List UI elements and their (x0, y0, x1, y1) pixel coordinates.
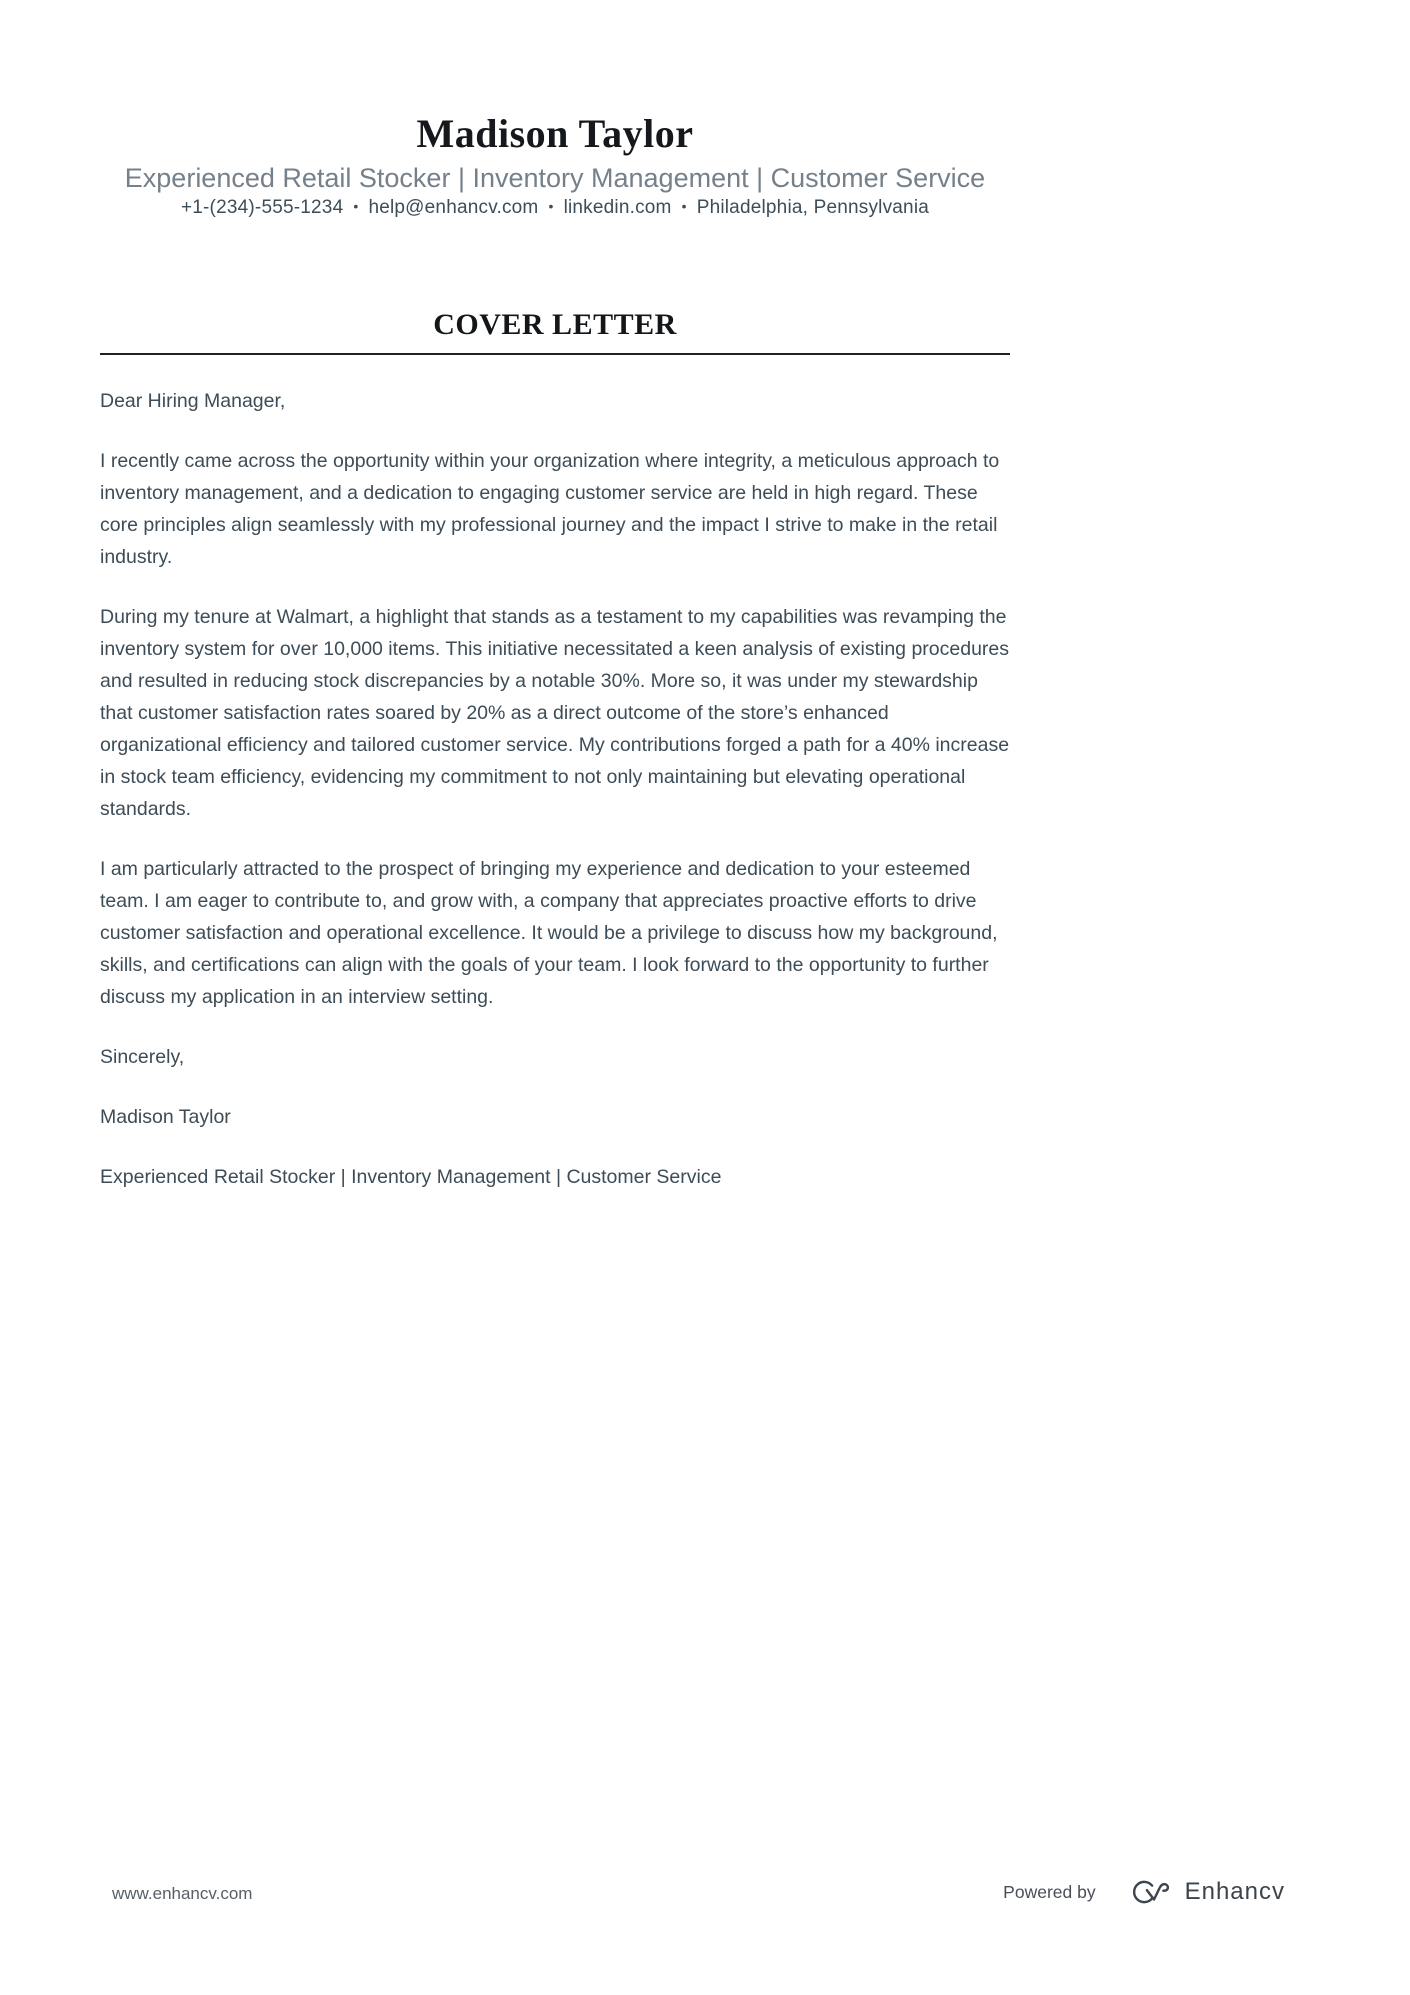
signature-title: Experienced Retail Stocker | Inventory Management | Customer Service (100, 1166, 722, 1188)
bullet-separator-icon: • (681, 198, 687, 214)
location-text: Philadelphia, Pennsylvania (696, 197, 930, 218)
salutation: Dear Hiring Manager, (100, 390, 286, 412)
paragraph: I recently came across the opportunity within your organization where integrity, a meticulous approach to inventory management, and a dedication to engaging customer service are held in high regard. These core principles align seamlessly with my professional journey and the impact I strive to make in the retail industry. (100, 450, 1000, 568)
paragraph: During my tenure at Walmart, a highlight that stands as a testament to my capabilities was revamping the inventory system for over 10,000 items. This initiative necessitated a keen analysis of existing procedures and resulted in reducing stock discrepancies by a notable 30%. More so, it was under my stewardship that customer satisfaction rates soared by 20% as a direct outcome of the store’s enhanced organizational efficiency and tailored customer service. My contributions forged a path for a 40% increase in stock team efficiency, evidencing my commitment to not only maintaining but elevating operational standards. (100, 606, 1010, 820)
paragraph: I am particularly attracted to the prospect of bringing my experience and dedication to your esteemed team. I am eager to contribute to, and grow with, a company that appreciates proactive efforts to drive customer satisfaction and operational excellence. It would be a privilege to discuss how my background, skills, and certifications can align with the goals of your team. I look forward to the opportunity to further discuss my application in an interview setting. (100, 858, 998, 1008)
document-header (100, 0, 1010, 220)
enhancv-logo-icon (1124, 1880, 1172, 1904)
footer-website-link[interactable]: www.enhancv.com (112, 1884, 253, 1903)
page-title: Madison Taylor (416, 111, 694, 156)
powered-by-label: Powered by (1003, 1881, 1096, 1902)
email-link[interactable]: help@enhancv.com (368, 197, 539, 218)
letter-body (100, 385, 1010, 1193)
signature-name: Madison Taylor (100, 1106, 231, 1128)
section-divider (100, 353, 1010, 355)
enhancv-wordmark: Enhancv (1184, 1878, 1285, 1905)
contact-line (100, 194, 1010, 220)
bullet-separator-icon: • (353, 198, 359, 214)
phone-number: +1-(234)-555-1234 (180, 197, 344, 218)
document-content (100, 0, 1010, 1221)
linkedin-link[interactable]: linkedin.com (563, 197, 672, 218)
section-title: COVER LETTER (433, 308, 677, 341)
closing: Sincerely, (100, 1046, 185, 1068)
footer-branding (1003, 1877, 1285, 1907)
bullet-separator-icon: • (548, 198, 554, 214)
job-title-subtitle: Experienced Retail Stocker | Inventory Management | Customer Service (124, 163, 986, 193)
